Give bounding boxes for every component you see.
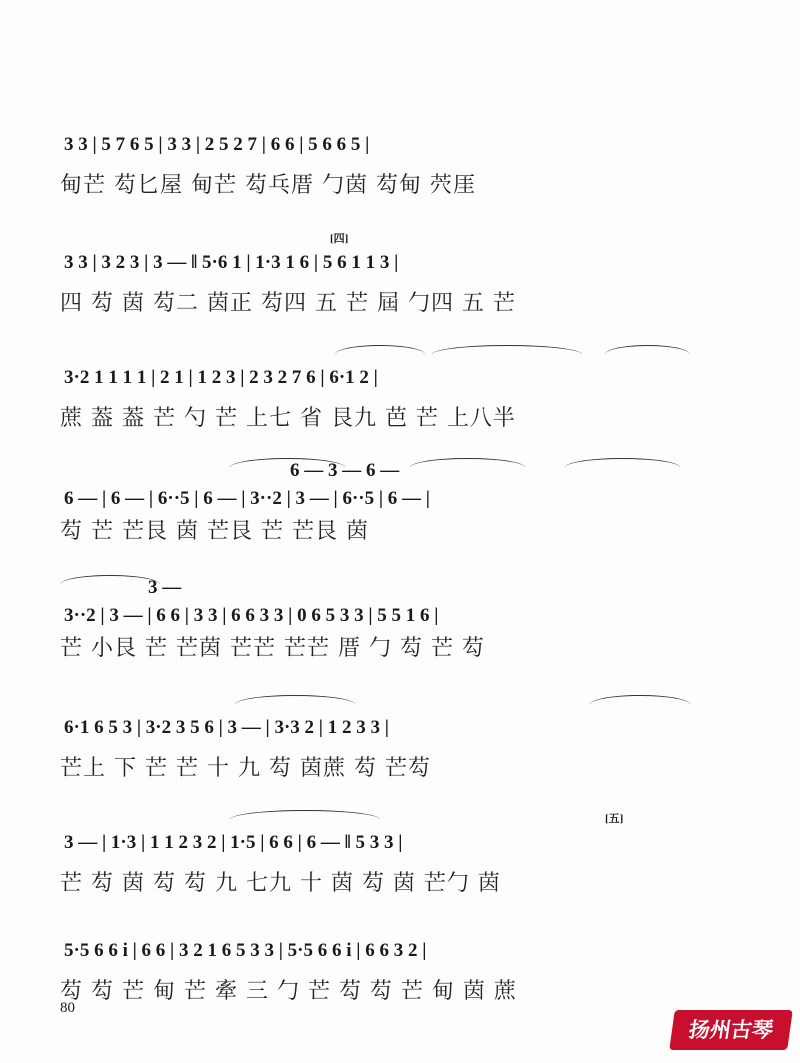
score-system-6 bbox=[60, 705, 700, 795]
slur bbox=[410, 458, 525, 477]
section-mark: [五] bbox=[605, 813, 624, 825]
jianpu-notes: 3··2 | 3 — | 6 6 | 3 3 | 6 6 3 3 | 0 6 5 3 3 | 5 5 1 6 | bbox=[64, 605, 439, 626]
jianpu-row bbox=[60, 122, 700, 162]
slur bbox=[230, 810, 380, 829]
jianpu-notes: 3 3 | 5 7 6 5 | 3 3 | 2 5 2 7 | 6 6 | 5 6 6 5 | bbox=[64, 134, 370, 155]
jianpu-row bbox=[60, 577, 700, 626]
watermark-logo: 扬州古琴 bbox=[669, 1010, 793, 1050]
slur bbox=[590, 695, 690, 714]
jianzipu-row: 芒 芶 茵 芶 芶 九 七九 十 茵 芶 茵 芒勹 茵 bbox=[60, 871, 501, 896]
jianpu-notes: 3 — | 1·3 | 1 1 2 3 2 | 1·5 | 6 6 | 6 — ‖ 5 3 3 | bbox=[64, 832, 403, 853]
slur bbox=[432, 345, 582, 364]
score-system-7 bbox=[60, 813, 700, 910]
jianpu-row bbox=[60, 928, 700, 968]
slur bbox=[235, 695, 355, 714]
jianpu-row bbox=[60, 240, 700, 280]
score-system-4 bbox=[60, 460, 700, 558]
section-mark: [四] bbox=[330, 233, 349, 245]
jianpu-row bbox=[60, 705, 700, 745]
score-system-3 bbox=[60, 355, 700, 445]
jianzipu-row: 芒上 下 芒 芒 十 九 芶 茵蔗 芶 芒芶 bbox=[60, 756, 431, 781]
slur bbox=[565, 458, 680, 477]
overlay-notes: 3 — bbox=[148, 577, 182, 598]
overlay-notes: 6 — 3 — 6 — bbox=[290, 460, 400, 481]
slur bbox=[335, 345, 425, 364]
jianzipu-row: 芶 芶 芒 甸 芒 牽 三 勹 芒 芶 芶 芒 甸 茵 蔗 bbox=[60, 979, 517, 1004]
jianzipu-row: 芒 小艮 芒 芒茵 芒芒 芒芒 厝 勹 芶 芒 芶 bbox=[60, 636, 485, 661]
jianpu-row bbox=[60, 355, 700, 395]
slur bbox=[60, 575, 160, 594]
jianpu-notes: 3·2 1 1 1 1 | 2 1 | 1 2 3 | 2 3 2 7 6 | 6·1 2 | bbox=[64, 367, 378, 388]
jianpu-notes: 5·5 6 6 i | 6 6 | 3 2 1 6 5 3 3 | 5·5 6 6 i | 6 6 3 2 | bbox=[64, 940, 427, 961]
jianzipu-row: 蔗 葢 葢 芒 勺 芒 上七 省 艮九 芭 芒 上八半 bbox=[60, 406, 516, 431]
jianpu-notes: 3 3 | 3 2 3 | 3 — ‖ 5·6 1 | 1·3 1 6 | 5 6 1 1 3 | bbox=[64, 252, 399, 273]
jianpu-row bbox=[60, 460, 700, 509]
score-system-5 bbox=[60, 577, 700, 675]
jianpu-notes: 6·1 6 5 3 | 3·2 3 5 6 | 3 — | 3·3 2 | 1 2 3 3 | bbox=[64, 717, 389, 738]
slur bbox=[605, 345, 690, 364]
page-number: 80 bbox=[60, 1000, 75, 1016]
jianpu-row bbox=[60, 820, 700, 860]
jianzipu-row: 四 芶 茵 芶二 茵正 芶四 五 芒 屆 勹四 五 芒 bbox=[60, 291, 516, 316]
score-system-8 bbox=[60, 928, 700, 1018]
jianzipu-row: 芶 芒 芒艮 茵 芒艮 芒 芒艮 茵 bbox=[60, 519, 369, 544]
score-system-1 bbox=[60, 122, 700, 212]
score-system-2 bbox=[60, 233, 700, 330]
jianpu-notes: 6 — | 6 — | 6··5 | 6 — | 3··2 | 3 — | 6··5 | 6 — | bbox=[64, 488, 430, 509]
jianzipu-row: 甸芒 芶匕屋 甸芒 芶乓厝 勹茵 芶甸 茓厓 bbox=[60, 173, 476, 198]
